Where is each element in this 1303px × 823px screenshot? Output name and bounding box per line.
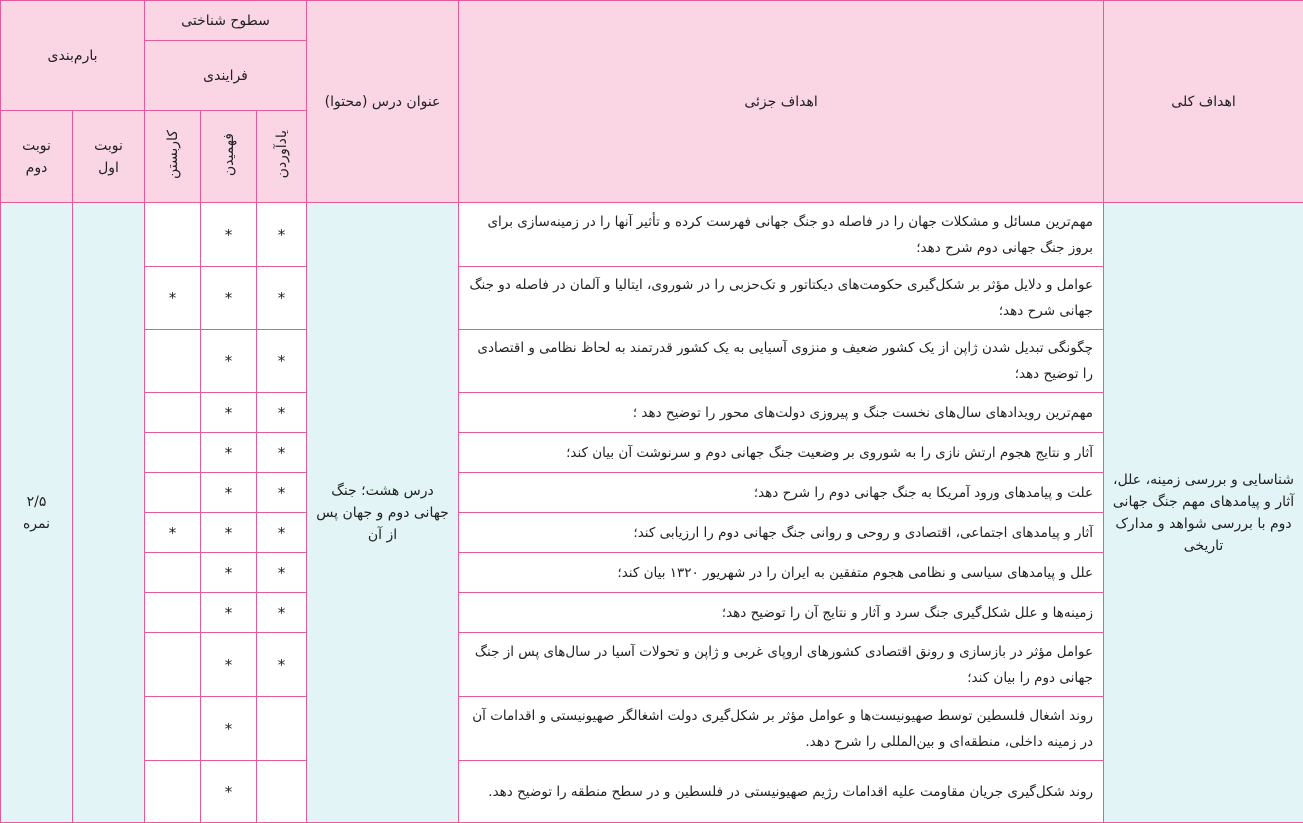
understand-star: * (224, 563, 233, 582)
understand-mark-cell (201, 330, 257, 393)
remember-mark-cell (257, 203, 307, 267)
apply-star: * (168, 523, 177, 542)
apply-mark-cell (145, 593, 201, 633)
understand-mark-cell (201, 433, 257, 473)
remember-mark-cell (257, 267, 307, 330)
remember-mark-cell (257, 593, 307, 633)
general-goals-header: اهداف کلی (1104, 1, 1303, 203)
remember-star: * (277, 655, 286, 674)
apply-mark-cell (145, 203, 201, 267)
apply-header (145, 111, 201, 203)
objective-text: آثار و پیامدهای اجتماعی، اقتصادی و روحی و روانی جنگ جهانی دوم را ارزیابی کند؛ (459, 513, 1104, 553)
term-first-score-cell (73, 203, 145, 823)
remember-label: یادآوردن (273, 130, 290, 179)
understand-mark-cell (201, 697, 257, 761)
understand-star: * (224, 443, 233, 462)
understand-star: * (224, 225, 233, 244)
remember-star: * (277, 443, 286, 462)
understand-mark-cell (201, 513, 257, 553)
apply-mark-cell (145, 761, 201, 823)
apply-mark-cell (145, 513, 201, 553)
remember-mark-cell (257, 761, 307, 823)
understand-mark-cell (201, 761, 257, 823)
understand-mark-cell (201, 593, 257, 633)
understand-star: * (224, 603, 233, 622)
term-first-header: نوبت اول (73, 111, 145, 203)
remember-mark-cell (257, 393, 307, 433)
understand-mark-cell (201, 393, 257, 433)
apply-mark-cell (145, 433, 201, 473)
remember-star: * (277, 563, 286, 582)
understand-label: فهمیدن (220, 132, 237, 177)
apply-mark-cell (145, 553, 201, 593)
remember-mark-cell (257, 513, 307, 553)
objective-text: علت و پیامدهای ورود آمریکا به جنگ جهانی دوم را شرح دهد؛ (459, 473, 1104, 513)
lesson-title-header: عنوان درس (محتوا) (307, 1, 459, 203)
remember-mark-cell (257, 697, 307, 761)
general-goal-text: شناسایی و بررسی زمینه، علل، آثار و پیامدهای مهم جنگ جهانی دوم با بررسی شواهد و مدارک تاریخی (1112, 471, 1295, 554)
remember-header (257, 111, 307, 203)
apply-mark-cell (145, 697, 201, 761)
apply-mark-cell (145, 267, 201, 330)
remember-mark-cell (257, 473, 307, 513)
understand-star: * (224, 655, 233, 674)
objective-text: مهم‌ترین رویدادهای سال‌های نخست جنگ و پیروزی دولت‌های محور را توضیح دهد ؛ (459, 393, 1104, 433)
remember-mark-cell (257, 633, 307, 697)
remember-star: * (277, 483, 286, 502)
understand-star: * (224, 352, 233, 370)
remember-mark-cell (257, 330, 307, 393)
apply-mark-cell (145, 330, 201, 393)
understand-mark-cell (201, 633, 257, 697)
objective-text: چگونگی تبدیل شدن ژاپن از یک کشور ضعیف و منزوی آسیایی به یک کشور قدرتمند به لحاظ نظامی و اقتصادی را توضیح دهد؛ (459, 330, 1104, 393)
apply-star: * (168, 289, 177, 307)
remember-mark-cell (257, 433, 307, 473)
lesson-title: درس هشت؛ جنگ جهانی دوم و جهان پس از آن (316, 482, 449, 543)
scoring-header: بارم‌بندی (1, 1, 145, 111)
cognitive-levels-header: سطوح شناختی (145, 1, 307, 41)
objective-text: روند شکل‌گیری جریان مقاومت علیه اقدامات رژیم صهیونیستی در فلسطین و در سطح منطقه را توضیح دهد. (459, 761, 1104, 823)
objective-text: عوامل و دلایل مؤثر بر شکل‌گیری حکومت‌های دیکتاتور و تک‌حزبی را در شوروی، ایتالیا و آلمان در فاصله دو جنگ جهانی شرح دهد؛ (459, 267, 1104, 330)
understand-mark-cell (201, 267, 257, 330)
apply-mark-cell (145, 473, 201, 513)
understand-star: * (224, 403, 233, 422)
lesson-cell (307, 203, 459, 823)
objective-text: روند اشغال فلسطین توسط صهیونیست‌ها و عوامل مؤثر بر شکل‌گیری دولت اشغالگر صهیونیستی و اقدامات آن در زمینه داخلی، منطقه‌ای و بین‌المللی را شرح دهد. (459, 697, 1104, 761)
term-second-header: نوبت دوم (1, 111, 73, 203)
apply-mark-cell (145, 393, 201, 433)
remember-star: * (277, 225, 286, 244)
remember-star: * (277, 352, 286, 370)
remember-star: * (277, 603, 286, 622)
objective-text: عوامل مؤثر در بازسازی و رونق اقتصادی کشورهای اروپای غربی و ژاپن و تحولات آسیا در سال‌های پس از جنگ جهانی دوم را بیان کند؛ (459, 633, 1104, 697)
remember-star: * (277, 289, 286, 307)
general-goal-cell (1104, 203, 1303, 823)
remember-mark-cell (257, 553, 307, 593)
understand-star: * (224, 483, 233, 502)
score-value: ۲/۵ نمره (22, 493, 51, 532)
understand-star: * (224, 289, 233, 307)
understand-header (201, 111, 257, 203)
objective-row (1, 203, 1303, 267)
understand-mark-cell (201, 203, 257, 267)
understand-star: * (224, 719, 233, 738)
objective-text: مهم‌ترین مسائل و مشکلات جهان را در فاصله دو جنگ جهانی فهرست کرده و تأثیر آنها را در زمینه‌سازی برای بروز جنگ جهانی دوم شرح دهد؛ (459, 203, 1104, 267)
remember-star: * (277, 523, 286, 542)
objective-text: زمینه‌ها و علل شکل‌گیری جنگ سرد و آثار و نتایج آن را توضیح دهد؛ (459, 593, 1104, 633)
understand-star: * (224, 782, 233, 801)
objective-text: علل و پیامدهای سیاسی و نظامی هجوم متفقین به ایران را در شهریور ۱۳۲۰ بیان کند؛ (459, 553, 1104, 593)
understand-star: * (224, 523, 233, 542)
apply-label: کاربستن (164, 130, 181, 179)
apply-mark-cell (145, 633, 201, 697)
objective-text: آثار و نتایج هجوم ارتش نازی را به شوروی بر وضعیت جنگ جهانی دوم و سرنوشت آن بیان کند؛ (459, 433, 1104, 473)
remember-star: * (277, 403, 286, 422)
understand-mark-cell (201, 553, 257, 593)
specific-goals-header: اهداف جزئی (459, 1, 1104, 203)
understand-mark-cell (201, 473, 257, 513)
term-second-score-cell (1, 203, 73, 823)
process-header: فرایندی (145, 41, 307, 111)
